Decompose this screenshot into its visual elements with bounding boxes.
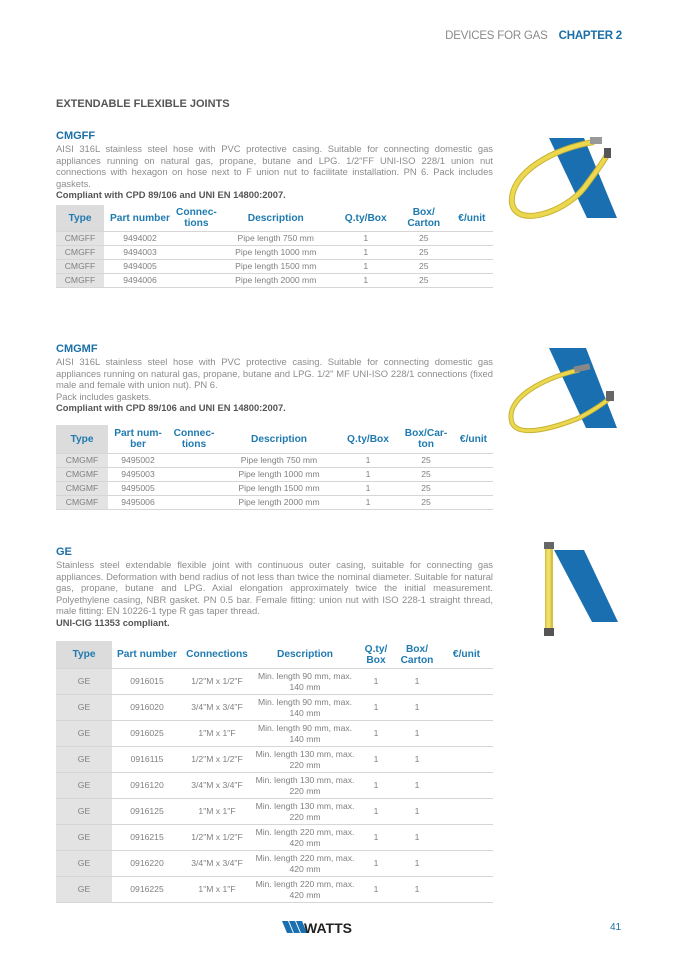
product-image-cmgff: [504, 128, 620, 228]
table-cell: Pipe length 2000 mm: [217, 273, 335, 287]
col-header: Type: [56, 205, 104, 231]
col-header: Q.ty/Box: [347, 433, 389, 445]
table-cell: 1/2"M x 1/2"F: [182, 747, 252, 773]
table-row: [56, 273, 493, 287]
table-cell: 1: [394, 695, 440, 721]
table-cell: [440, 825, 493, 851]
table-cell: 1"M x 1"F: [182, 799, 252, 825]
table-row: [56, 695, 493, 721]
table-cell: GE: [56, 851, 112, 877]
table-cell: CMGFF: [56, 259, 104, 273]
table-cell: [451, 231, 493, 245]
col-header: Part num- ber: [114, 428, 162, 451]
section-description-extra: Pack includes gaskets.: [56, 390, 152, 402]
table-cell: 0916220: [112, 851, 182, 877]
table-cell: GE: [56, 721, 112, 747]
table-cell: GE: [56, 877, 112, 903]
blue-graphic-band: [554, 550, 618, 622]
table-cell: Min. length 220 mm, max. 420 mm: [252, 877, 358, 903]
table-row: [56, 259, 493, 273]
table-cell: 1: [394, 773, 440, 799]
table-cell: 0916020: [112, 695, 182, 721]
table-cell: GE: [56, 773, 112, 799]
table-cell: [168, 467, 220, 481]
table-cell: 1: [394, 851, 440, 877]
table-cell: CMGMF: [56, 453, 108, 467]
table-cell: 1: [358, 773, 394, 799]
joint-fitting-icon: [544, 542, 554, 549]
table-cell: 1: [358, 747, 394, 773]
table-cell: [454, 481, 493, 495]
section-title: CMGFF: [56, 130, 96, 142]
table-row: [56, 773, 493, 799]
table-cell: GE: [56, 825, 112, 851]
table-cell: 9495006: [108, 495, 168, 509]
table-cell: 1: [358, 877, 394, 903]
col-header: Q.ty/Box: [344, 212, 387, 224]
table-cell: 1"M x 1"F: [182, 721, 252, 747]
table-cell: 9494003: [104, 245, 176, 259]
table-cell: Pipe length 1000 mm: [220, 467, 338, 481]
table-cell: 9495005: [108, 481, 168, 495]
table-cell: CMGFF: [56, 231, 104, 245]
col-header: Connec- tions: [176, 207, 217, 230]
watts-logo: [282, 918, 366, 936]
table-cell: [440, 851, 493, 877]
table-cell: Pipe length 1500 mm: [217, 259, 335, 273]
table-cell: 0916120: [112, 773, 182, 799]
joint-nut-icon: [544, 628, 554, 636]
table-row: [56, 245, 493, 259]
section-description: Stainless steel extendable flexible joint with continuous outer casing, suitable for connecting gas appliances. Deformation with bend radius of not less than twice the nominal diameter. Suitable for natural gas, propane, butane and LPG. Axial elongation approximately twice the initial measurement. Polyethylene casing, NBR gasket. PN 0.5 bar. Female fitting: union nut with ISO 228-1 straight thread, male fitting: EN 10226-1 type R gas taper thread.: [56, 559, 493, 617]
page-title: EXTENDABLE FLEXIBLE JOINTS: [56, 98, 230, 110]
table-cell: 1: [358, 825, 394, 851]
table-cell: 9494006: [104, 273, 176, 287]
table-cell: Min. length 220 mm, max. 420 mm: [252, 851, 358, 877]
table-cell: 0916215: [112, 825, 182, 851]
table-cell: 1: [394, 721, 440, 747]
table-cell: 25: [398, 467, 454, 481]
table-cell: 3/4"M x 3/4"F: [182, 851, 252, 877]
table-cell: 25: [397, 231, 451, 245]
table-cell: Pipe length 2000 mm: [220, 495, 338, 509]
table-cell: 25: [397, 259, 451, 273]
col-header: €/unit: [459, 433, 488, 445]
table-cell: [168, 453, 220, 467]
table-cell: Pipe length 1500 mm: [220, 481, 338, 495]
table-cell: Pipe length 1000 mm: [217, 245, 335, 259]
table-cell: 1: [335, 245, 397, 259]
table-cell: [440, 721, 493, 747]
product-table: [56, 425, 493, 510]
table-cell: 1: [338, 453, 398, 467]
table-cell: Min. length 220 mm, max. 420 mm: [252, 825, 358, 851]
section-ge: [56, 546, 493, 903]
product-table: [56, 641, 493, 904]
table-cell: [176, 273, 217, 287]
col-header: Description: [276, 649, 334, 661]
table-cell: 1: [394, 669, 440, 695]
table-cell: [440, 773, 493, 799]
table-cell: 1"M x 1"F: [182, 877, 252, 903]
table-cell: 1: [335, 231, 397, 245]
table-cell: Pipe length 750 mm: [217, 231, 335, 245]
table-row: [56, 495, 493, 509]
table-cell: [454, 495, 493, 509]
table-cell: 1: [358, 799, 394, 825]
table-cell: 9494005: [104, 259, 176, 273]
product-table: [56, 205, 493, 288]
table-cell: 1: [358, 695, 394, 721]
table-cell: 1: [394, 877, 440, 903]
table-row: [56, 721, 493, 747]
table-cell: 1: [394, 747, 440, 773]
table-row: [56, 877, 493, 903]
table-cell: Min. length 130 mm, max. 220 mm: [252, 799, 358, 825]
table-cell: [440, 669, 493, 695]
table-row: [56, 231, 493, 245]
header-section: DEVICES FOR GAS: [445, 30, 548, 42]
table-cell: CMGFF: [56, 273, 104, 287]
table-cell: [440, 695, 493, 721]
section-description: AISI 316L stainless steel hose with PVC protective casing. Suitable for connecting domestic gas appliances running on natural gas, propane, butane and LPG. 1/2" MF UNI-ISO 228/1 connections (fixed male and female with union nut). PN 6.: [56, 356, 493, 391]
col-header: Type: [56, 425, 108, 453]
hose-nut-icon: [604, 148, 611, 158]
table-cell: [454, 453, 493, 467]
table-cell: Min. length 90 mm, max. 140 mm: [252, 721, 358, 747]
section-title: CMGMF: [56, 343, 98, 355]
col-header: Box/Car- ton: [404, 428, 448, 451]
col-header: €/unit: [452, 649, 481, 661]
col-header: Box/ Carton: [400, 643, 434, 666]
straight-joint-highlight: [547, 548, 551, 630]
table-cell: 0916025: [112, 721, 182, 747]
table-cell: 25: [397, 245, 451, 259]
col-header: Connec- tions: [173, 428, 215, 451]
table-cell: 1: [335, 259, 397, 273]
table-cell: 9494002: [104, 231, 176, 245]
table-cell: 1: [358, 721, 394, 747]
col-header: Box/ Carton: [407, 207, 441, 230]
running-header: [445, 30, 622, 42]
table-cell: [451, 245, 493, 259]
table-row: [56, 799, 493, 825]
hose-nut-icon: [606, 391, 614, 401]
table-cell: Min. length 90 mm, max. 140 mm: [252, 669, 358, 695]
table-cell: 0916015: [112, 669, 182, 695]
table-cell: 9495002: [108, 453, 168, 467]
table-cell: [440, 747, 493, 773]
table-row: [56, 747, 493, 773]
table-cell: [176, 245, 217, 259]
table-cell: CMGMF: [56, 495, 108, 509]
table-cell: 1: [338, 495, 398, 509]
table-cell: 9495003: [108, 467, 168, 481]
table-cell: 1: [338, 467, 398, 481]
table-cell: 1/2"M x 1/2"F: [182, 825, 252, 851]
table-cell: [176, 231, 217, 245]
col-header: Q.ty/ Box: [364, 643, 388, 666]
table-row: [56, 825, 493, 851]
hose-nut-icon: [590, 137, 602, 144]
table-row: [56, 669, 493, 695]
table-row: [56, 851, 493, 877]
table-cell: [440, 877, 493, 903]
table-row: [56, 453, 493, 467]
table-cell: 25: [397, 273, 451, 287]
table-cell: 1: [394, 799, 440, 825]
logo-text: WATTS: [304, 920, 352, 936]
page-number: 41: [610, 922, 622, 933]
col-header: Type: [56, 641, 112, 669]
table-cell: CMGMF: [56, 481, 108, 495]
table-cell: [176, 259, 217, 273]
table-cell: 1: [358, 669, 394, 695]
table-cell: 3/4"M x 3/4"F: [182, 773, 252, 799]
table-cell: 25: [398, 481, 454, 495]
section-description: AISI 316L stainless steel hose with PVC protective casing. Suitable for connecting domestic gas appliances running on natural gas, propane, butane and LPG. 1/2"FF UNI-ISO 228/1 union nut connections with hexagon on hose next to F union nut to facilitate installation. PN 6. Pack includes gaskets.: [56, 143, 493, 189]
table-cell: 1: [338, 481, 398, 495]
table-cell: [440, 799, 493, 825]
table-cell: CMGFF: [56, 245, 104, 259]
header-chapter: CHAPTER 2: [558, 30, 622, 42]
product-image-cmgmf: [504, 338, 620, 438]
table-cell: 1: [394, 825, 440, 851]
table-cell: GE: [56, 799, 112, 825]
compliance-note: Compliant with CPD 89/106 and UNI EN 14800:2007.: [56, 402, 286, 414]
table-cell: 0916225: [112, 877, 182, 903]
table-cell: CMGMF: [56, 467, 108, 481]
col-header: Description: [250, 433, 308, 445]
table-cell: 3/4"M x 3/4"F: [182, 695, 252, 721]
table-cell: 0916125: [112, 799, 182, 825]
table-row: [56, 467, 493, 481]
table-cell: [168, 481, 220, 495]
table-cell: Pipe length 750 mm: [220, 453, 338, 467]
table-cell: GE: [56, 695, 112, 721]
col-header: €/unit: [458, 212, 486, 224]
col-header: Connections: [186, 649, 248, 661]
table-cell: 25: [398, 495, 454, 509]
compliance-note: UNI-CIG 11353 compliant.: [56, 616, 170, 628]
table-cell: [451, 273, 493, 287]
table-cell: 1: [335, 273, 397, 287]
table-cell: 1/2"M x 1/2"F: [182, 669, 252, 695]
table-cell: 1: [358, 851, 394, 877]
col-header: Part number: [116, 649, 177, 661]
table-cell: 0916115: [112, 747, 182, 773]
table-cell: [168, 495, 220, 509]
section-title: GE: [56, 546, 72, 558]
table-cell: [451, 259, 493, 273]
table-cell: [454, 467, 493, 481]
product-image-ge: [540, 540, 620, 650]
table-cell: 25: [398, 453, 454, 467]
table-row: [56, 481, 493, 495]
table-cell: Min. length 90 mm, max. 140 mm: [252, 695, 358, 721]
section-cmgff: [56, 130, 493, 288]
table-cell: GE: [56, 747, 112, 773]
col-header: Description: [247, 212, 304, 224]
compliance-note: Compliant with CPD 89/106 and UNI EN 14800:2007.: [56, 189, 286, 201]
section-cmgmf: [56, 343, 493, 510]
table-cell: GE: [56, 669, 112, 695]
table-cell: Min. length 130 mm, max. 220 mm: [252, 773, 358, 799]
col-header: Part number: [109, 212, 170, 224]
table-cell: Min. length 130 mm, max. 220 mm: [252, 747, 358, 773]
